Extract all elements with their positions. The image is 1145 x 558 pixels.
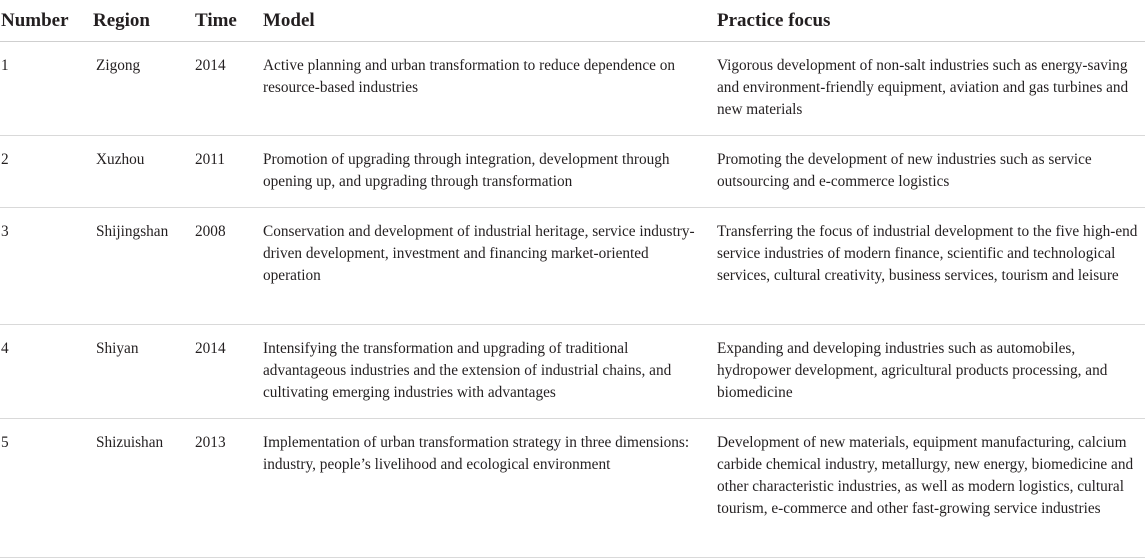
cell-practice-focus: Development of new materials, equipment manufacturing, calcium carbide chemical industry, metallurgy, new energy, biomedicine and other characteristic industries, as well as modern logistics, cultural tourism, e-commerce and other fast-growing service industries: [717, 434, 1134, 517]
cell-practice-focus: Promoting the development of new industries such as service outsourcing and e-commerce logistics: [717, 151, 1092, 190]
header-time: Time: [195, 9, 237, 31]
header-number: Number: [1, 9, 69, 31]
cell-model: Implementation of urban transformation strategy in three dimensions: industry, people’s livelihood and ecological environment: [263, 434, 690, 473]
cell-region: Xuzhou: [96, 151, 145, 168]
table-row: [0, 208, 1145, 325]
cell-model: Conservation and development of industrial heritage, service industry-driven development, investment and financing market-oriented operation: [263, 223, 695, 284]
cell-number: 3: [1, 223, 9, 240]
header-model: Model: [263, 9, 315, 31]
header-practice-focus: Practice focus: [717, 9, 831, 31]
cell-practice-focus: Transferring the focus of industrial development to the five high-end service industries of modern finance, scientific and technological services, cultural creativity, business services, tourism and leisure: [717, 223, 1138, 284]
cell-number: 2: [1, 151, 9, 168]
table-header-row: [0, 0, 1145, 42]
table-row: [0, 325, 1145, 419]
cell-practice-focus: Vigorous development of non-salt industries such as energy-saving and environment-friendly equipment, aviation and gas turbines and new materials: [717, 57, 1129, 118]
cell-number: 1: [1, 57, 9, 74]
cell-number: 5: [1, 434, 9, 451]
cell-region: Shiyan: [96, 340, 139, 357]
cell-model: Active planning and urban transformation to reduce dependence on resource-based industries: [263, 57, 676, 96]
cell-model: Intensifying the transformation and upgrading of traditional advantageous industries and the extension of industrial chains, and cultivating emerging industries with advantages: [263, 340, 672, 401]
table-row: [0, 42, 1145, 136]
cell-practice-focus: Expanding and developing industries such as automobiles, hydropower development, agricultural products processing, and biomedicine: [717, 340, 1108, 401]
cell-number: 4: [1, 340, 9, 357]
cell-region: Shijingshan: [96, 223, 169, 240]
cell-time: 2008: [195, 223, 226, 240]
cell-time: 2013: [195, 434, 226, 451]
cell-time: 2014: [195, 340, 226, 357]
cell-region: Zigong: [96, 57, 141, 74]
table-row: [0, 136, 1145, 208]
cell-region: Shizuishan: [96, 434, 164, 451]
cell-time: 2014: [195, 57, 226, 74]
table-row: [0, 419, 1145, 558]
cell-model: Promotion of upgrading through integration, development through opening up, and upgrading through transformation: [263, 151, 670, 190]
header-region: Region: [93, 9, 150, 31]
cell-time: 2011: [195, 151, 226, 168]
